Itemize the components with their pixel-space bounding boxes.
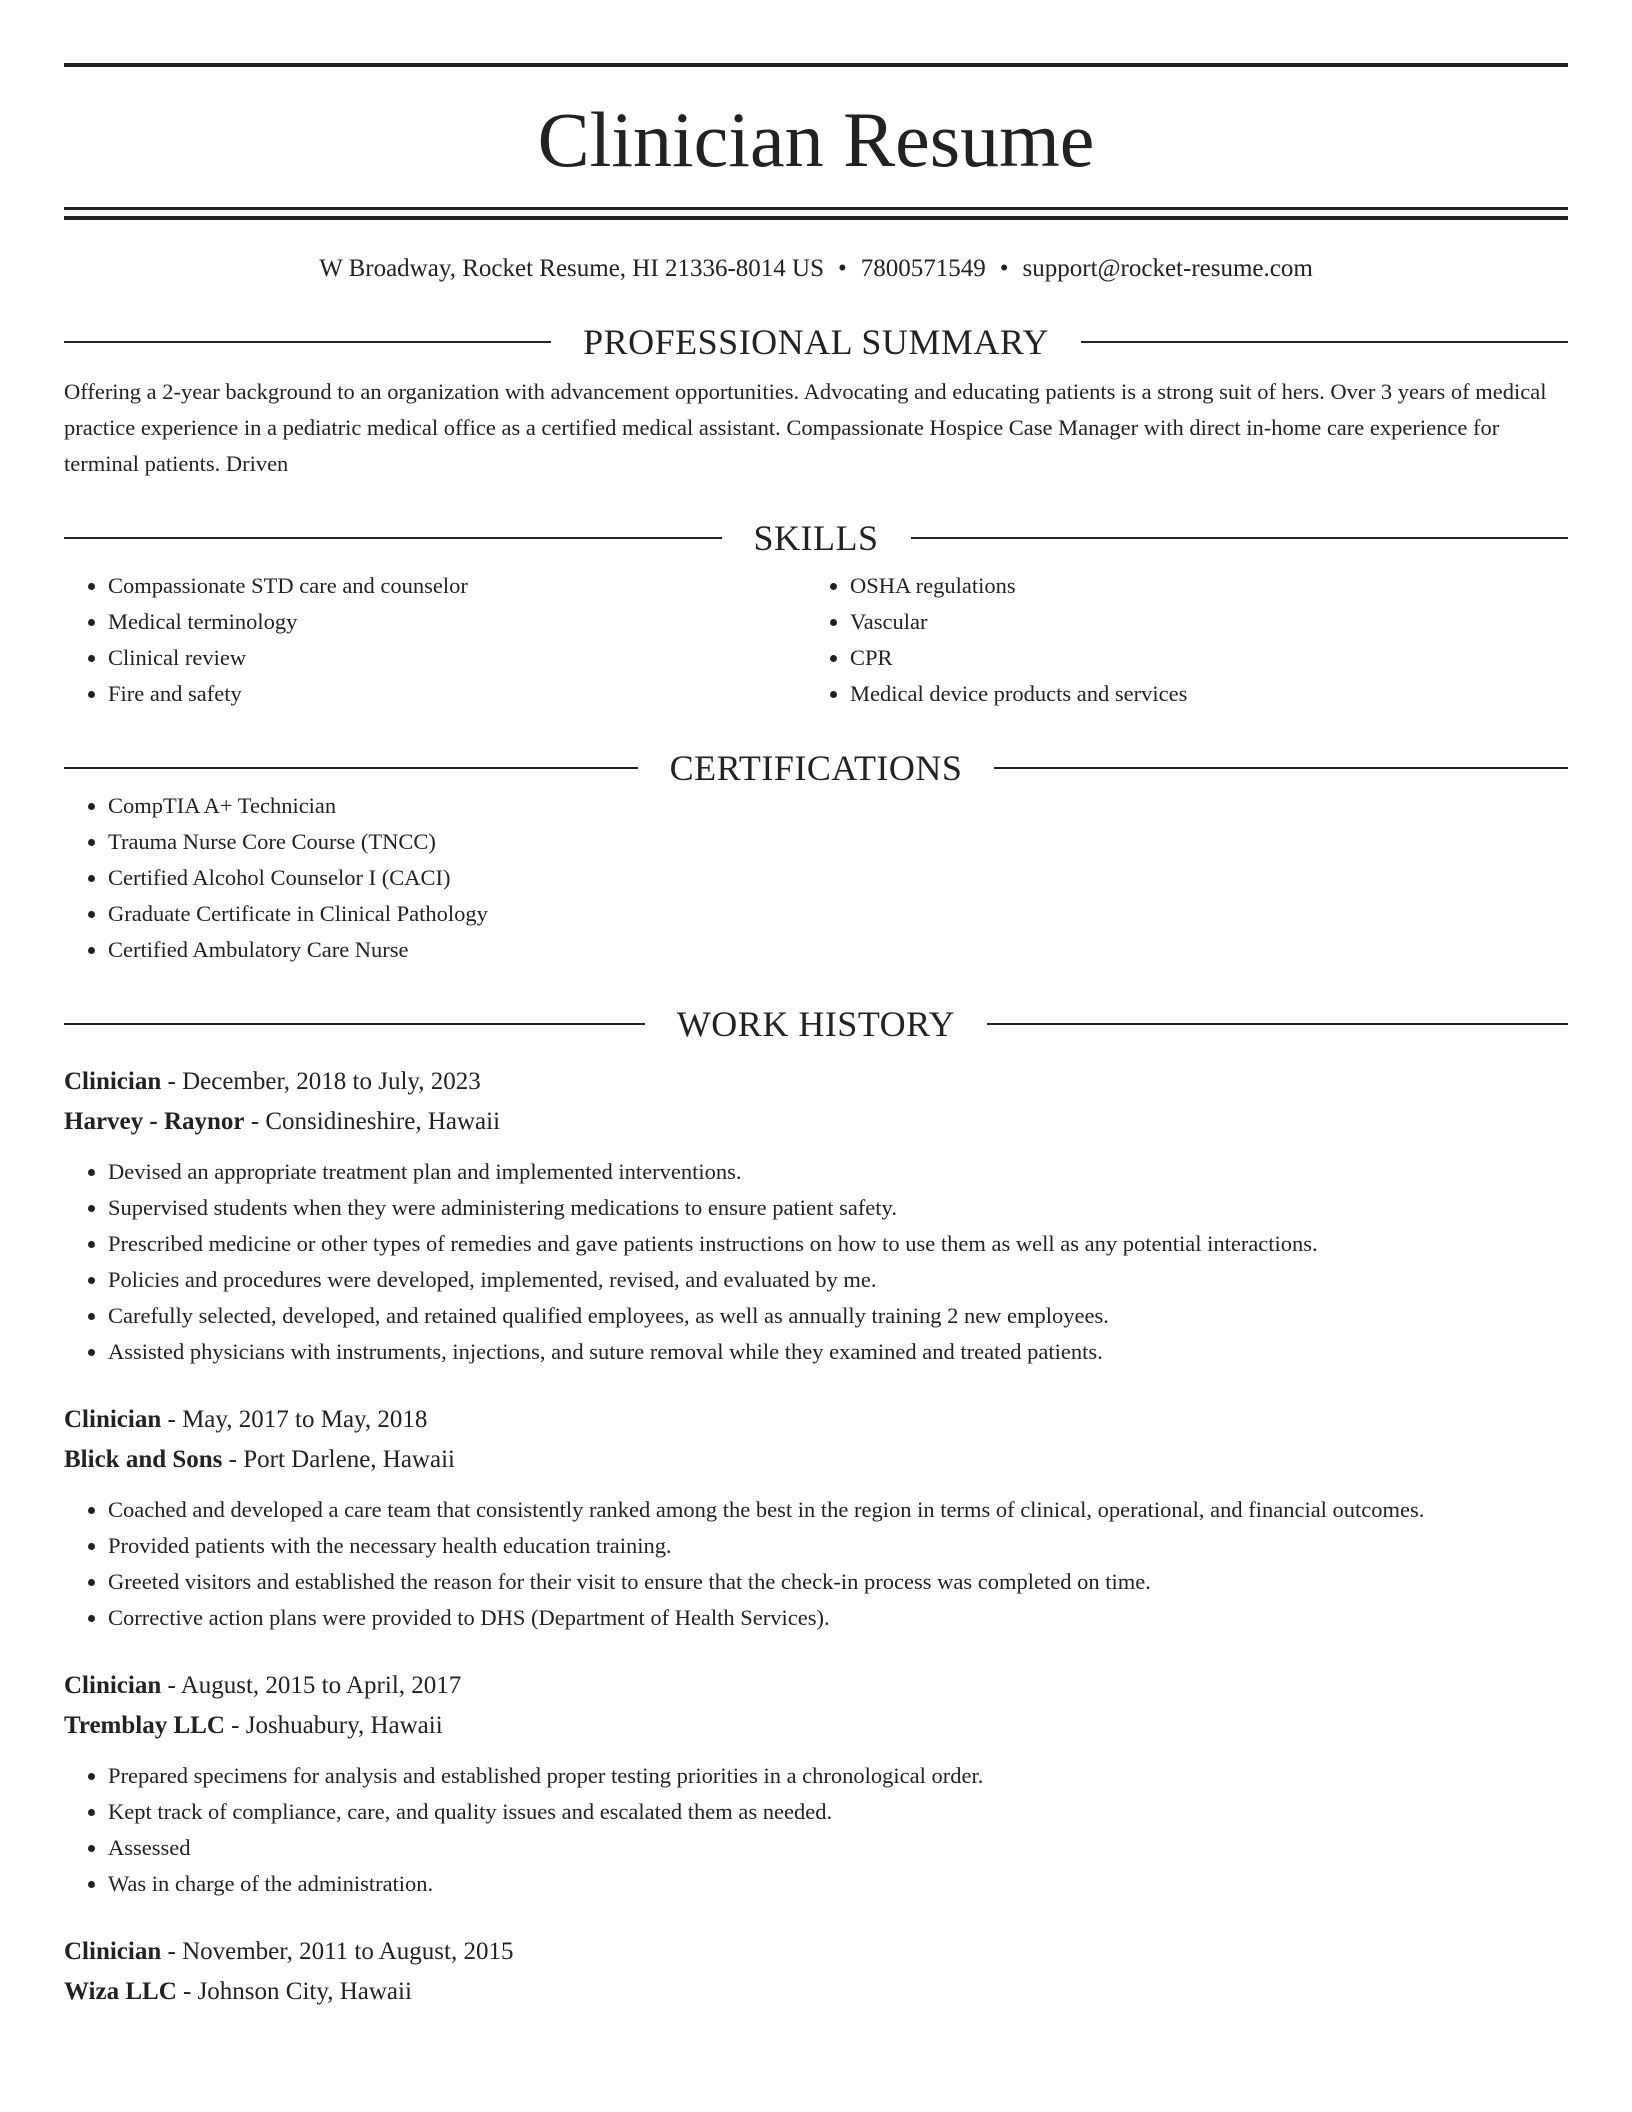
contact-line — [64, 252, 1568, 286]
job-company-line — [64, 1440, 1568, 1480]
job-duty: • Supervised students when they were administering medications to ensure patient safety. — [108, 1190, 1568, 1226]
job-duty: • Greeted visitors and established the reason for their visit to ensure that the check-in process was completed on time. — [108, 1564, 1568, 1600]
job-dates: - May, 2017 to May, 2018 — [161, 1406, 428, 1433]
job-dates: - August, 2015 to April, 2017 — [161, 1672, 462, 1699]
summary-text: Offering a 2-year background to an organization with advancement opportunities. Advocating and educating patients is a strong suit of hers. Over 3 years of medical practice experience in a pediatric medical office as a certified medical assistant. Compassionate Hospice Case Manager with direct in-home care experience for terminal patients. Driven — [64, 379, 1547, 476]
job-title: Clinician — [64, 1068, 162, 1095]
job-title-line — [64, 1062, 1568, 1102]
job-duties — [64, 1758, 1568, 1902]
skill-item: • Medical terminology — [108, 604, 806, 640]
job-duty: • Corrective action plans were provided to DHS (Department of Health Services). — [108, 1600, 1568, 1636]
job-entry — [64, 1062, 1568, 1370]
certification-item: • CompTIA A+ Technician — [108, 788, 1568, 824]
job-location: - Johnson City, Hawaii — [176, 1978, 412, 2005]
job-company: Tremblay LLC — [64, 1712, 225, 1739]
job-company-line — [64, 1706, 1568, 1746]
job-duty: • Kept track of compliance, care, and quality issues and escalated them as needed. — [108, 1794, 1568, 1830]
job-title-line — [64, 1400, 1568, 1440]
skills-list — [64, 568, 1568, 712]
contact-separator: • — [837, 255, 847, 282]
certification-item: • Certified Alcohol Counselor I (CACI) — [108, 860, 1568, 896]
contact-address: W Broadway, Rocket Resume, HI 21336-8014 US — [319, 255, 824, 282]
job-duty: • Assessed — [108, 1830, 1568, 1866]
job-duty: • Prepared specimens for analysis and established proper testing priorities in a chronological order. — [108, 1758, 1568, 1794]
job-company: Harvey - Raynor — [64, 1108, 245, 1135]
job-duty: • Was in charge of the administration. — [108, 1866, 1568, 1902]
job-duties — [64, 1492, 1568, 1636]
skills-column-right — [806, 568, 1548, 712]
job-duty: • Prescribed medicine or other types of remedies and gave patients instructions on how to use them as well as any potential interactions. — [108, 1226, 1568, 1262]
job-company-line — [64, 1102, 1568, 1142]
heading-rule-right — [994, 767, 1568, 769]
title-double-rule — [64, 207, 1568, 220]
job-dates: - December, 2018 to July, 2023 — [161, 1068, 481, 1095]
contact-phone: 7800571549 — [860, 255, 986, 282]
page-title: Clinician Resume — [537, 96, 1095, 183]
skill-item: • Vascular — [850, 604, 1548, 640]
section-heading-certifications — [64, 748, 1568, 788]
section-title: WORK HISTORY — [676, 1004, 956, 1044]
skill-item: • Clinical review — [108, 640, 806, 676]
heading-rule-left — [64, 537, 722, 539]
skill-item: • Fire and safety — [108, 676, 806, 712]
job-duty: • Coached and developed a care team that consistently ranked among the best in the region in terms of clinical, operational, and financial outcomes. — [108, 1492, 1568, 1528]
skill-item: • Compassionate STD care and counselor — [108, 568, 806, 604]
job-title-line — [64, 1932, 1568, 1972]
section-heading-work-history — [64, 1004, 1568, 1044]
skill-item: • CPR — [850, 640, 1548, 676]
top-rule — [64, 63, 1568, 67]
job-duty: • Devised an appropriate treatment plan and implemented interventions. — [108, 1154, 1568, 1190]
heading-rule-right — [1081, 341, 1568, 343]
skills-column-left — [64, 568, 806, 712]
job-duty: • Provided patients with the necessary health education training. — [108, 1528, 1568, 1564]
job-company-line — [64, 1972, 1568, 2012]
job-entry — [64, 1400, 1568, 1636]
section-heading-skills — [64, 518, 1568, 558]
section-title: CERTIFICATIONS — [669, 748, 963, 788]
job-title: Clinician — [64, 1406, 162, 1433]
heading-rule-left — [64, 1023, 645, 1025]
job-duty: • Carefully selected, developed, and retained qualified employees, as well as annually training 2 new employees. — [108, 1298, 1568, 1334]
certification-item: • Certified Ambulatory Care Nurse — [108, 932, 1568, 968]
job-company: Blick and Sons — [64, 1446, 223, 1473]
skill-item: • OSHA regulations — [850, 568, 1548, 604]
section-title: PROFESSIONAL SUMMARY — [583, 322, 1049, 362]
heading-rule-right — [987, 1023, 1568, 1025]
job-duty: • Policies and procedures were developed, implemented, revised, and evaluated by me. — [108, 1262, 1568, 1298]
job-title: Clinician — [64, 1938, 162, 1965]
contact-separator: • — [999, 255, 1009, 282]
certification-item: • Graduate Certificate in Clinical Pathology — [108, 896, 1568, 932]
contact-email: support@rocket-resume.com — [1022, 255, 1313, 282]
job-entry — [64, 1666, 1568, 1902]
job-entry — [64, 1932, 1568, 2012]
heading-rule-left — [64, 341, 551, 343]
section-title: SKILLS — [753, 518, 879, 558]
job-duties — [64, 1154, 1568, 1370]
section-heading-summary — [64, 322, 1568, 362]
certification-item: • Trauma Nurse Core Course (TNCC) — [108, 824, 1568, 860]
job-location: - Considineshire, Hawaii — [244, 1108, 501, 1135]
job-location: - Port Darlene, Hawaii — [222, 1446, 455, 1473]
certifications-list — [64, 788, 1568, 968]
skill-item: • Medical device products and services — [850, 676, 1548, 712]
job-duty: • Assisted physicians with instruments, injections, and suture removal while they examined and treated patients. — [108, 1334, 1568, 1370]
heading-rule-right — [911, 537, 1569, 539]
heading-rule-left — [64, 767, 638, 769]
job-company: Wiza LLC — [64, 1978, 177, 2005]
job-dates: - November, 2011 to August, 2015 — [161, 1938, 514, 1965]
job-location: - Joshuabury, Hawaii — [224, 1712, 443, 1739]
job-title-line — [64, 1666, 1568, 1706]
job-title: Clinician — [64, 1672, 162, 1699]
